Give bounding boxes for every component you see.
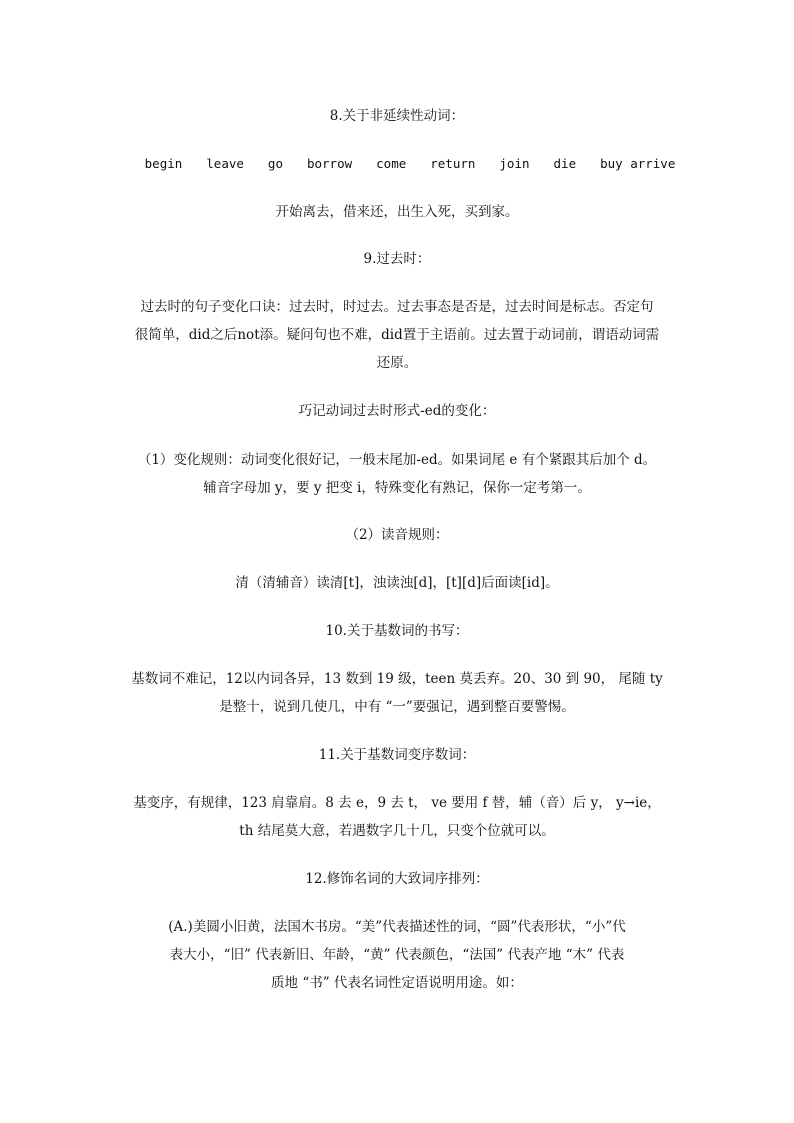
verb-word: leave [206, 156, 244, 171]
verb-word: go [267, 156, 283, 171]
section-9-paragraph-line: 很简单，did之后not添。疑问句也不难，did置于主语前。过去置于动词前，谓语动词需 [134, 327, 660, 343]
verb-word: join [499, 156, 530, 171]
section-11-line: th 结尾莫大意，若遇数字几十几，只变个位就可以。 [239, 823, 555, 839]
section-12-line: 质地 “书” 代表名词性定语说明用途。如： [271, 975, 523, 991]
section-12-line: (A.)美圆小旧黄，法国木书房。“美”代表描述性的词，“圆”代表形状，“小”代 [168, 919, 626, 935]
section-10-heading: 10.关于基数词的书写： [325, 623, 469, 639]
section-9-rule1-line: 辅音字母加 y，要 y 把变 i，特殊变化有熟记，保你一定考第一。 [203, 480, 591, 496]
section-12-heading: 12.修饰名词的大致词序排列： [305, 871, 489, 887]
verb-word: return [430, 156, 476, 171]
section-9-paragraph-line: 还原。 [376, 355, 418, 371]
section-9-heading: 9.过去时： [363, 251, 431, 267]
section-9-paragraph-line: 过去时的句子变化口诀：过去时，时过去。过去事态是否是，过去时间是标志。否定句 [140, 299, 654, 315]
verb-word: begin [144, 156, 183, 171]
section-8-heading: 8.关于非延续性动词： [329, 108, 465, 124]
section-9-rule1-line: （1）变化规则：动词变化很好记，一般末尾加-ed。如果词尾 e 有个紧跟其后加个 d。 [137, 452, 657, 468]
verb-word: come [376, 156, 407, 171]
section-10-line: 基数词不难记，12以内词各异，13 数到 19 级，teen 莫丢弃。20、30 到 90， 尾随 ty [131, 671, 663, 687]
section-9-rule2-text: 清（清辅音）读清[t]，浊读浊[d]，[t][d]后面读[id]。 [235, 575, 559, 591]
verb-word: buy arrive [600, 156, 676, 171]
verb-word: borrow [306, 156, 353, 171]
section-12-line: 表大小，“旧” 代表新旧、年龄，“黄” 代表颜色，“法国” 代表产地 “木” 代表 [169, 947, 625, 963]
section-11-heading: 11.关于基数词变序数词： [318, 747, 476, 763]
section-10-line: 是整十，说到几使几，中有 “一”要强记，遇到整百要警惕。 [219, 699, 575, 715]
section-11-line: 基变序，有规律，123 肩靠肩。8 去 e，9 去 t， ve 要用 f 替，辅（音）后 y， y→ie， [133, 795, 661, 811]
section-8-rhyme: 开始离去，借来还，出生入死，买到家。 [275, 204, 519, 220]
verb-word: die [553, 156, 577, 171]
section-9-subheading: 巧记动词过去时形式-ed的变化： [298, 403, 496, 419]
section-9-rule2-heading: （2）读音规则： [345, 527, 449, 543]
section-8-verb-list [144, 150, 676, 178]
